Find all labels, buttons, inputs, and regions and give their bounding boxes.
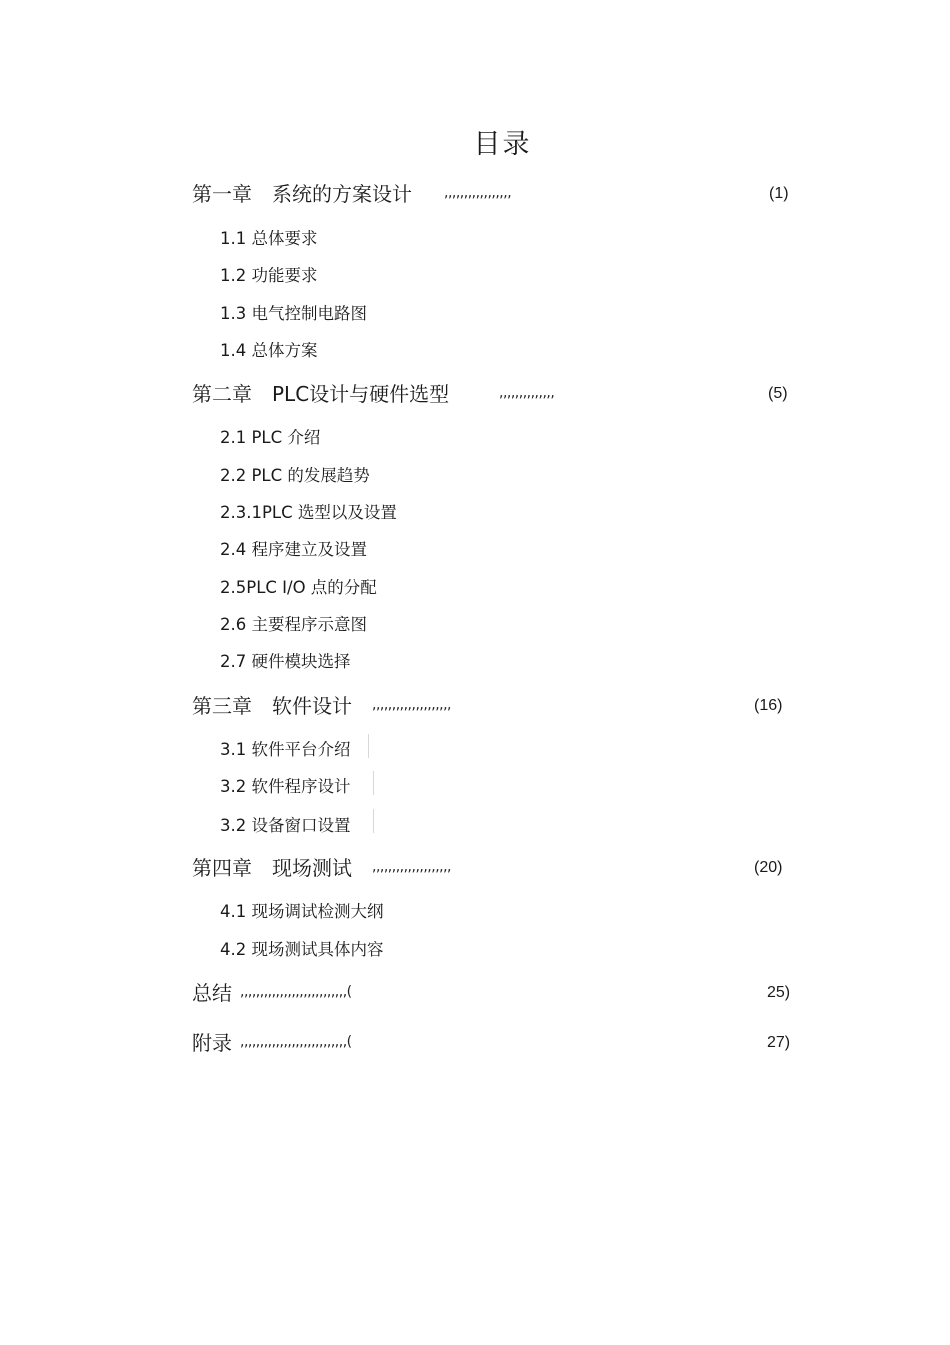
toc-section: 1.4 总体方案 — [220, 341, 318, 360]
toc-section: 3.2 软件程序设计 — [220, 777, 351, 796]
toc-section: 2.1 PLC 介绍 — [220, 428, 321, 447]
toc-chapter-row — [0, 851, 950, 881]
dot-leader: ,,,,,,,,,,,,,,,,,,,,,,,,,,,( — [240, 984, 352, 1000]
toc-section: 2.4 程序建立及设置 — [220, 540, 367, 559]
chapter-title: 第四章 现场测试 — [192, 856, 352, 880]
toc-section: 2.3.1PLC 选型以及设置 — [220, 503, 397, 522]
toc-section: 3.2 设备窗口设置 — [220, 816, 351, 835]
section-divider — [368, 734, 369, 758]
toc-section: 1.3 电气控制电路图 — [220, 304, 367, 323]
dot-leader: ,,,,,,,,,,,,,,,,,,,,,,,,,,,( — [240, 1034, 352, 1050]
section-divider — [373, 809, 374, 833]
toc-section: 2.2 PLC 的发展趋势 — [220, 466, 370, 485]
toc-chapter-row — [0, 1026, 950, 1056]
page-number: (16) — [754, 697, 783, 714]
chapter-title: 附录 — [192, 1031, 232, 1055]
chapter-title: 总结 — [192, 981, 232, 1005]
toc-section: 4.2 现场测试具体内容 — [220, 940, 384, 959]
dot-leader: ,,,,,,,,,,,,,,,,,,,, — [372, 697, 452, 713]
toc-section: 1.2 功能要求 — [220, 266, 318, 285]
toc-chapter-row — [0, 177, 950, 207]
section-divider — [373, 771, 374, 795]
toc-section: 3.1 软件平台介绍 — [220, 740, 351, 759]
toc-section: 2.7 硬件模块选择 — [220, 652, 351, 671]
chapter-title: 第一章 系统的方案设计 — [192, 182, 412, 206]
toc-section: 2.6 主要程序示意图 — [220, 615, 367, 634]
toc-chapter-row — [0, 377, 950, 407]
dot-leader: ,,,,,,,,,,,,,,,,, — [444, 185, 512, 201]
toc-section: 1.1 总体要求 — [220, 229, 318, 248]
page-number: (5) — [768, 385, 788, 402]
toc-section: 4.1 现场调试检测大纲 — [220, 902, 384, 921]
toc-section: 2.5PLC I/O 点的分配 — [220, 578, 377, 597]
dot-leader: ,,,,,,,,,,,,,,,,,,,, — [372, 859, 452, 875]
page-number: (20) — [754, 859, 783, 876]
toc-chapter-row — [0, 976, 950, 1006]
page-number: (1) — [769, 185, 789, 202]
dot-leader: ,,,,,,,,,,,,,, — [499, 385, 555, 401]
page-number: 25) — [767, 984, 791, 1001]
toc-title: 目录 — [473, 129, 532, 160]
toc-chapter-row — [0, 689, 950, 719]
chapter-title: 第二章 PLC设计与硬件选型 — [192, 382, 450, 406]
page-number: 27) — [767, 1034, 791, 1051]
chapter-title: 第三章 软件设计 — [192, 694, 352, 718]
